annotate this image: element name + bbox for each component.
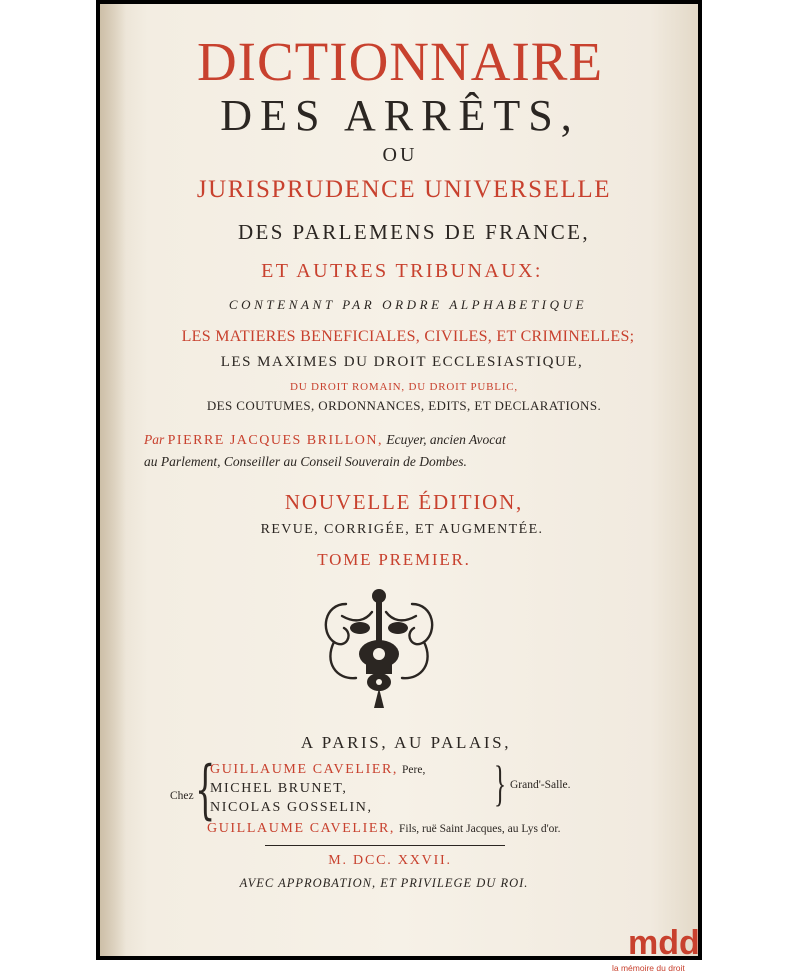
mdd-logo-icon (628, 926, 704, 958)
author-line-1 (144, 432, 704, 449)
publisher-3-name: NICOLAS GOSSELIN, (210, 800, 373, 815)
imprint-rule (265, 845, 505, 846)
mdd-logo-text: mdd (628, 926, 700, 958)
publisher-4 (207, 819, 561, 837)
imprint-year: M. DCC. XXVII. (328, 853, 452, 868)
author-par: Par (144, 432, 165, 447)
title-droit-romain: DU DROIT ROMAIN, DU DROIT PUBLIC, (290, 381, 518, 393)
title-contenant: CONTENANT PAR ORDRE ALPHABETIQUE (228, 297, 588, 312)
left-brace: { (195, 753, 216, 827)
mdd-logo-caption: la mémoire du droit (612, 963, 685, 973)
publisher-3 (210, 798, 373, 816)
publisher-1-name: GUILLAUME CAVELIER, (210, 762, 399, 777)
title-ou: OU (382, 144, 418, 166)
imprint-chez: Chez (170, 790, 194, 802)
imprint-city: A PARIS, AU PALAIS, (300, 733, 512, 752)
author-line-2: au Parlement, Conseiller au Conseil Souverain de Dombes. (144, 454, 467, 469)
edition-tome: TOME PREMIER. (317, 550, 471, 569)
title-maximes: LES MAXIMES DU DROIT ECCLESIASTIQUE, (220, 354, 584, 370)
publisher-2 (210, 779, 348, 797)
edition-revue: REVUE, CORRIGÉE, ET AUGMENTÉE. (260, 522, 544, 537)
imprint-privilege: AVEC APPROBATION, ET PRIVILEGE DU ROI. (239, 876, 529, 890)
publisher-4-note: Fils, ruë Saint Jacques, au Lys d'or. (399, 823, 561, 835)
publisher-1-note: Pere, (402, 764, 426, 776)
title-autres-tribunaux: ET AUTRES TRIBUNAUX: (261, 260, 543, 282)
author-title: Ecuyer, ancien Avocat (386, 432, 506, 447)
printer-ornament-icon (316, 582, 442, 716)
title-jurisprudence: JURISPRUDENCE UNIVERSELLE (196, 176, 612, 203)
title-coutumes: DES COUTUMES, ORDONNANCES, EDITS, ET DECLARATIONS. (206, 398, 602, 413)
title-matieres: LES MATIERES BENEFICIALES, CIVILES, ET CRIMINELLES; (181, 328, 635, 345)
publisher-1 (210, 760, 425, 778)
author-name: PIERRE JACQUES BRILLON, (167, 433, 383, 448)
title-des-arrets: DES ARRÊTS, (220, 91, 580, 140)
edition-nouvelle: NOUVELLE ÉDITION, (284, 490, 524, 514)
publisher-2-name: MICHEL BRUNET, (210, 781, 348, 796)
title-parlemens: DES PARLEMENS DE FRANCE, (237, 220, 591, 244)
title-dictionnaire: DICTIONNAIRE (196, 31, 604, 92)
right-brace: } (494, 755, 506, 811)
imprint-location: Grand'-Salle. (510, 779, 571, 791)
publisher-4-name: GUILLAUME CAVELIER, (207, 821, 396, 836)
